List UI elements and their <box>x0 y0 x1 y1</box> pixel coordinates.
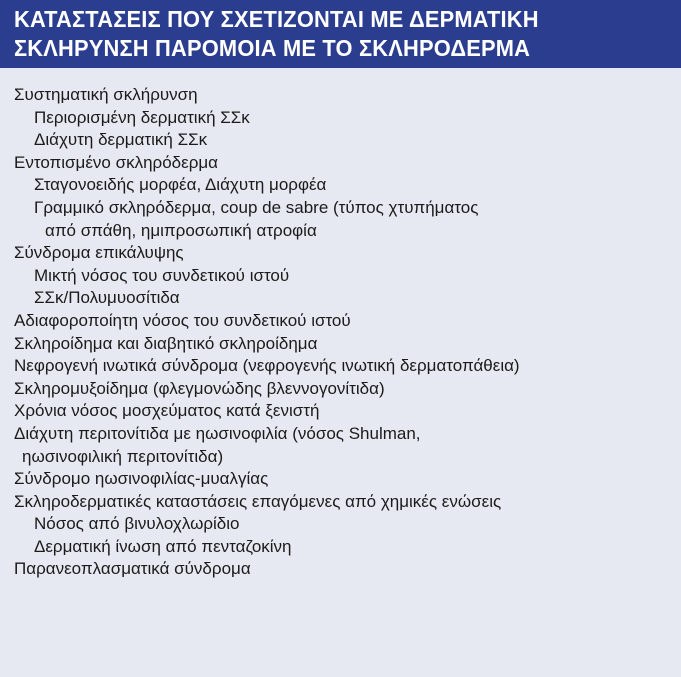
table-header <box>0 0 681 68</box>
list-item: Σύνδρομα επικάλυψης <box>14 243 184 263</box>
list-item: Συστηματική σκλήρυνση <box>14 85 198 104</box>
list-item: Διάχυτη περιτονίτιδα με ηωσινοφιλία (νόσος Shulman, <box>14 423 421 443</box>
list-item: Δερματική ίνωση από πενταζοκίνη <box>34 536 292 556</box>
header-title-line-2: ΣΚΛΗΡΥΝΣΗ ΠΑΡΟΜΟΙΑ ΜΕ ΤΟ ΣΚΛΗΡΟΔΕΡΜΑ <box>14 35 531 61</box>
list-item: Παρανεοπλασματικά σύνδρομα <box>14 559 251 579</box>
list-item: Μικτή νόσος του συνδετικού ιστού <box>34 265 290 285</box>
conditions-list <box>0 84 681 581</box>
list-item: Σταγονοειδής μορφέα, Διάχυτη μορφέα <box>34 175 327 195</box>
list-item-continuation: ηωσινοφιλική περιτονίτιδα) <box>22 446 224 466</box>
list-item: Σκληρομυξοίδημα (φλεγμονώδης βλεννογονίτιδα) <box>14 378 385 398</box>
list-item: Χρόνια νόσος μοσχεύματος κατά ξενιστή <box>14 401 320 421</box>
header-title-line-1: ΚΑΤΑΣΤΑΣΕΙΣ ΠΟΥ ΣΧΕΤΙΖΟΝΤΑΙ ΜΕ ΔΕΡΜΑΤΙΚΗ <box>14 6 539 32</box>
list-item: Διάχυτη δερματική ΣΣκ <box>34 130 208 150</box>
list-item: Περιορισμένη δερματική ΣΣκ <box>34 107 250 127</box>
list-item: Γραμμικό σκληρόδερμα, coup de sabre (τύπος χτυπήματος <box>34 197 479 217</box>
list-item: Σκληροίδημα και διαβητικό σκληροίδημα <box>14 333 318 353</box>
list-item: Εντοπισμένο σκληρόδερμα <box>14 152 218 172</box>
list-item-continuation: από σπάθη, ημιπροσωπική ατροφία <box>45 220 317 240</box>
list-item: Σκληροδερματικές καταστάσεις επαγόμενες από χημικές ενώσεις <box>14 491 502 511</box>
list-item: Νεφρογενή ινωτικά σύνδρομα (νεφρογενής ινωτική δερματοπάθεια) <box>14 356 520 376</box>
list-item: Σύνδρομο ηωσινοφιλίας-μυαλγίας <box>14 469 269 489</box>
list-item: ΣΣκ/Πολυμυοσίτιδα <box>34 288 180 308</box>
list-item: Νόσος από βινυλοχλωρίδιο <box>34 514 240 534</box>
list-item: Αδιαφοροποίητη νόσος του συνδετικού ιστού <box>14 310 351 330</box>
